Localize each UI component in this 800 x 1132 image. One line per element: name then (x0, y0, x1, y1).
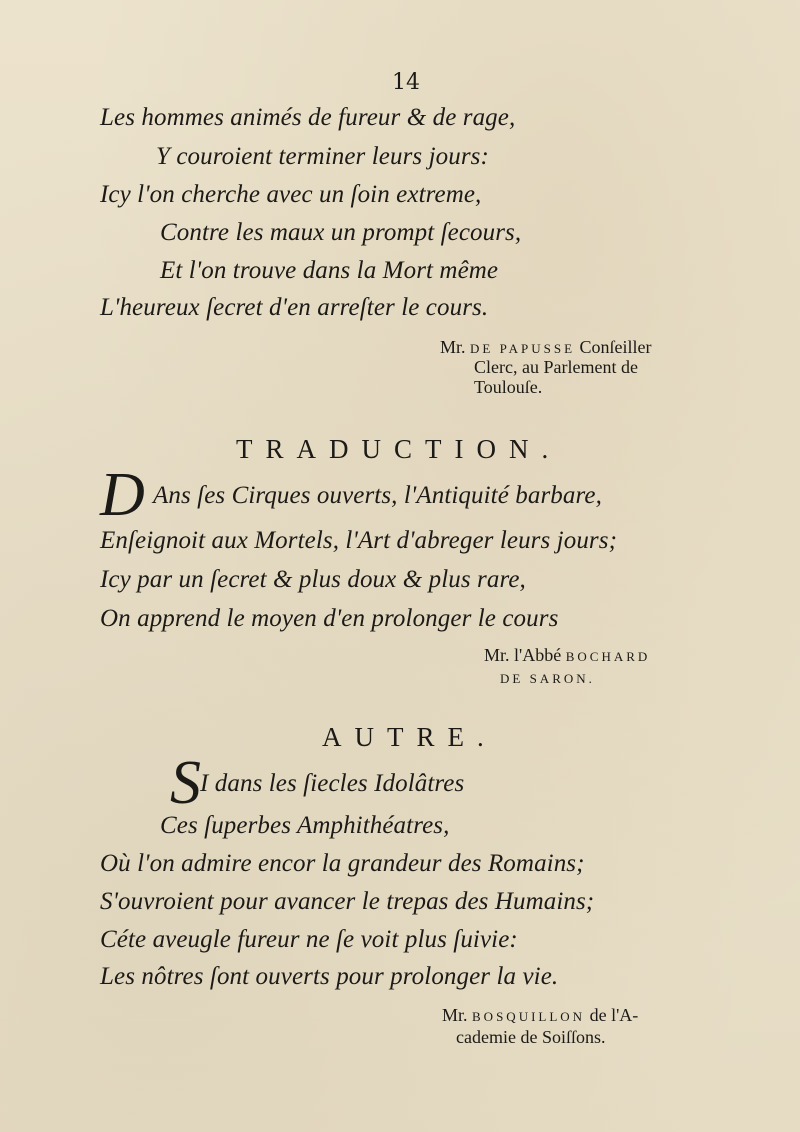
signature (440, 337, 652, 359)
signature (442, 1005, 638, 1027)
poem-line: Y couroient terminer leurs jours: (156, 143, 489, 170)
poem-line: Icy par un ſecret & plus doux & plus rare, (100, 566, 526, 593)
poem-line: Les nôtres ſont ouverts pour prolonger la vie. (100, 963, 559, 990)
signature-title: Mr. l'Abbé (484, 645, 562, 665)
poem-line: Ces ſuperbes Amphithéatres, (160, 812, 450, 839)
poem-line: Et l'on trouve dans la Mort même (160, 257, 499, 284)
page-number: 14 (392, 70, 420, 95)
signature-name: BOCHARD (565, 649, 651, 664)
poem-line: On apprend le moyen d'en prolonger le cours (100, 605, 559, 632)
signature-name: BOSQUILLON (472, 1009, 586, 1024)
signature-name-cont: DE SARON. (500, 671, 595, 686)
signature-role: Conſeiller (579, 337, 652, 357)
poem-line: L'heureux ſecret d'en arreſter le cours. (100, 294, 489, 321)
signature-line: cademie de Soiſſons. (456, 1027, 606, 1047)
poem-line: Céte aveugle fureur ne ſe voit plus ſuivie: (100, 926, 518, 953)
section-heading: AUTRE. (322, 722, 497, 752)
signature-line: Toulouſe. (474, 377, 543, 397)
poem-line: Où l'on admire encor la grandeur des Romains; (100, 850, 585, 877)
signature-line: Clerc, au Parlement de (474, 357, 638, 377)
poem-line: S'ouvroient pour avancer le trepas des Humains; (100, 888, 595, 915)
poem-line: Les hommes animés de fureur & de rage, (100, 104, 516, 131)
section-heading: TRADUCTION. (236, 434, 562, 464)
signature (484, 645, 650, 667)
signature-title: Mr. (442, 1005, 468, 1025)
poem-line: Icy l'on cherche avec un ſoin extreme, (100, 181, 482, 208)
poem-line: Contre les maux un prompt ſecours, (160, 219, 522, 246)
signature-role: de l'A- (589, 1005, 639, 1025)
signature-title: Mr. (440, 337, 466, 357)
poem-line: Enſeignoit aux Mortels, l'Art d'abreger leurs jours; (100, 527, 618, 554)
signature-name: DE PAPUSSE (470, 341, 576, 356)
signature-line (500, 667, 595, 689)
poem-line: Ans ſes Cirques ouverts, l'Antiquité barbare, (153, 482, 602, 509)
drop-cap: D (100, 461, 145, 529)
drop-cap: S (170, 749, 201, 817)
poem-line: I dans les ſiecles Idolâtres (200, 770, 465, 797)
